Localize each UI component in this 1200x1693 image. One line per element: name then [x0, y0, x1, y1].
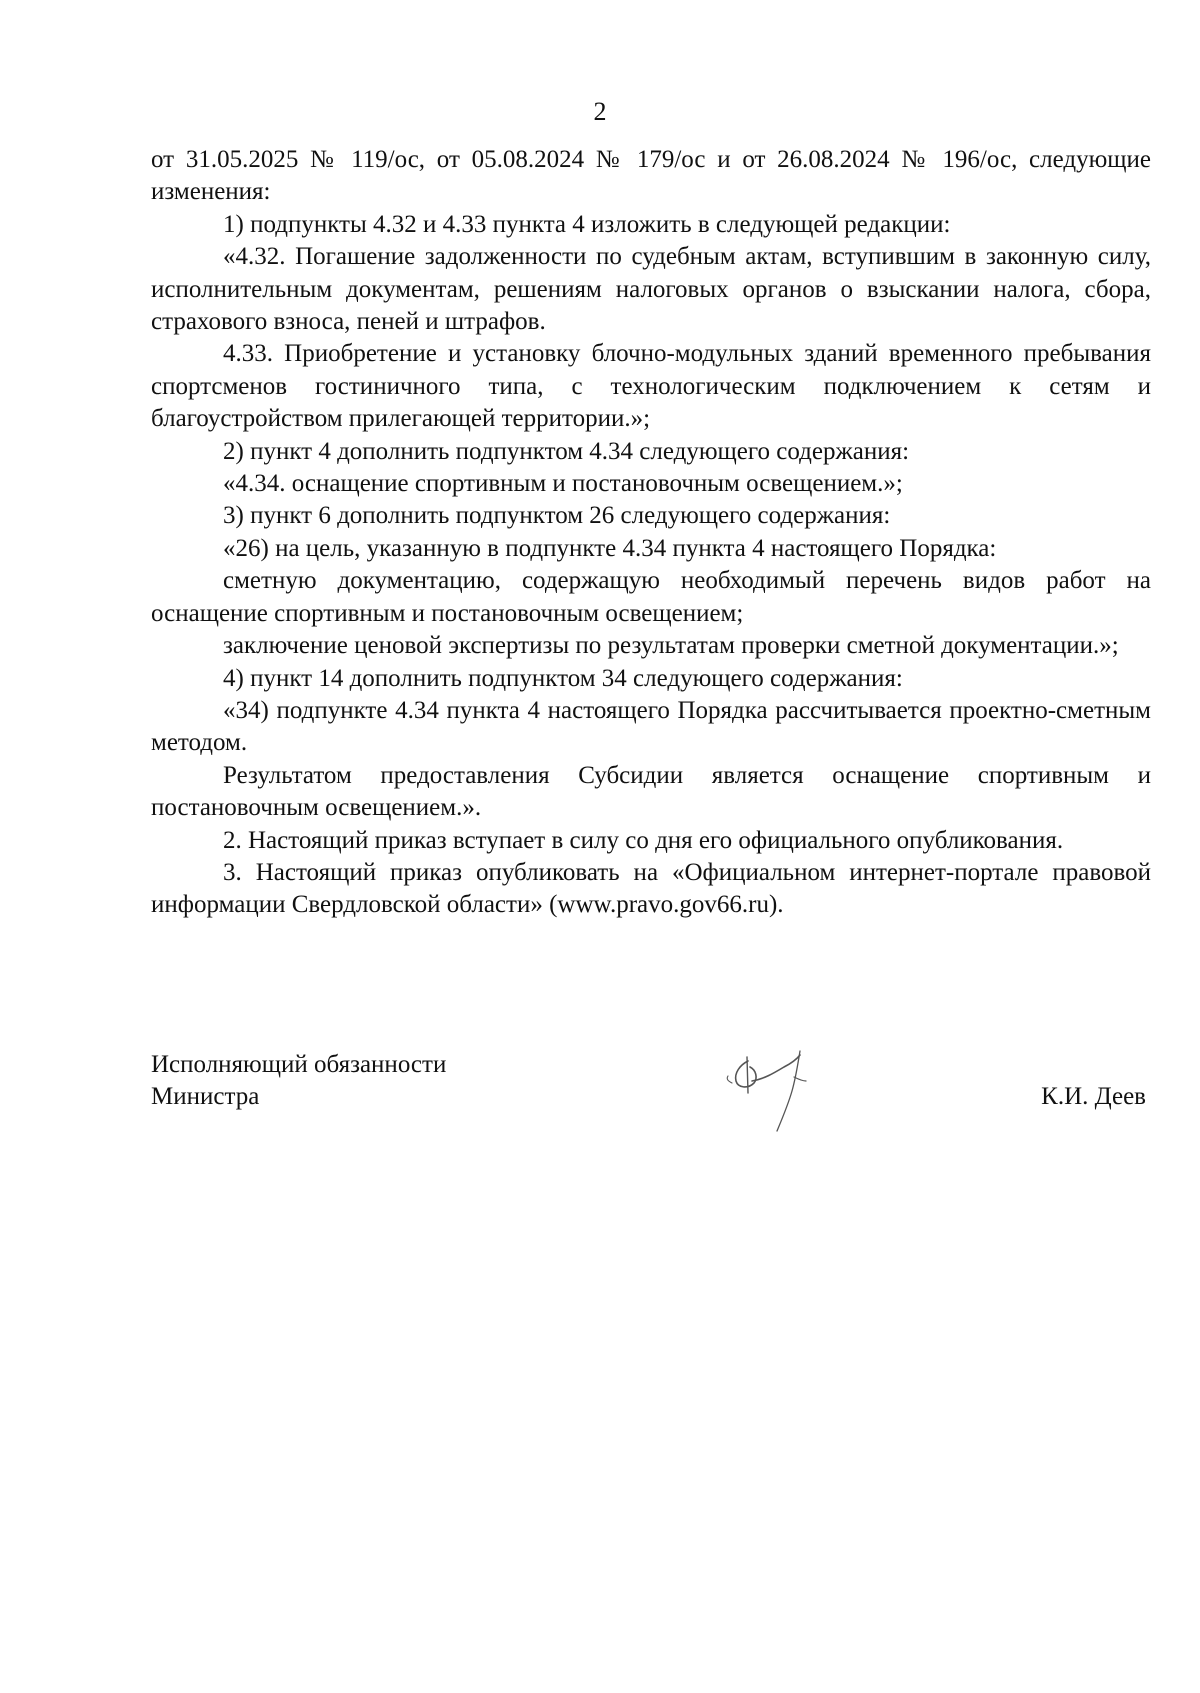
paragraph-item-3: 3) пункт 6 дополнить подпунктом 26 следующего содержания: — [223, 502, 891, 530]
paragraph-amended-orders: от 31.05.2025 № 119/ос, от 05.08.2024 № 179/ос и от 26.08.2024 № 196/ос, следующие изменения: — [151, 146, 1151, 206]
paragraph-clause-2: 2. Настоящий приказ вступает в силу со дня его официального опубликования. — [223, 826, 1064, 854]
paragraph-item-4: 4) пункт 14 дополнить подпунктом 34 следующего содержания: — [223, 664, 903, 692]
paragraph-subitem-4-33: 4.33. Приобретение и установку блочно-модульных зданий временного пребывания спортсменов гостиничного типа, с технологическим подключением к сетям и благоустройством прилегающей территории.»; — [151, 340, 1151, 433]
paragraph-subitem-34: «34) подпункте 4.34 пункта 4 настоящего Порядка рассчитывается проектно-сметным методом. — [151, 696, 1151, 757]
handwritten-signature — [714, 1043, 824, 1135]
paragraph-item-1: 1) подпункты 4.32 и 4.33 пункта 4 изложить в следующей редакции: — [223, 210, 951, 238]
paragraph-item-2: 2) пункт 4 дополнить подпунктом 4.34 следующего содержания: — [223, 437, 910, 465]
paragraph-subsidy-result: Результатом предоставления Субсидии является оснащение спортивным и постановочным освещением.». — [151, 761, 1151, 822]
signatory-position-line-1: Исполняющий обязанности — [151, 1051, 447, 1078]
signatory-name: К.И. Деев — [1041, 1083, 1146, 1111]
page-number: 2 — [593, 97, 607, 126]
paragraph-estimate-docs: сметную документацию, содержащую необходимый перечень видов работ на оснащение спортивным и постановочным освещением; — [151, 567, 1151, 627]
paragraph-subitem-4-34: «4.34. оснащение спортивным и постановочным освещением.»; — [223, 470, 903, 498]
signatory-position-line-2: Министра — [151, 1083, 260, 1111]
paragraph-clause-3: 3. Настоящий приказ опубликовать на «Официальном интернет-портале правовой информации Свердловской области» (www.pravo.gov66.ru). — [151, 858, 1151, 919]
paragraph-subitem-4-32: «4.32. Погашение задолженности по судебным актам, вступившим в законную силу, исполнительным документам, решениям налоговых органов о взыскании налога, сбора, страхового взноса, пеней и штрафов. — [151, 243, 1151, 336]
signature-block — [151, 1049, 1151, 1169]
document-body — [151, 144, 1151, 922]
paragraph-price-expertise: заключение ценовой экспертизы по результатам проверки сметной документации.»; — [223, 632, 1119, 660]
paragraph-subitem-26: «26) на цель, указанную в подпункте 4.34 пункта 4 настоящего Порядка: — [223, 534, 997, 562]
signatory-position — [151, 1049, 446, 1114]
